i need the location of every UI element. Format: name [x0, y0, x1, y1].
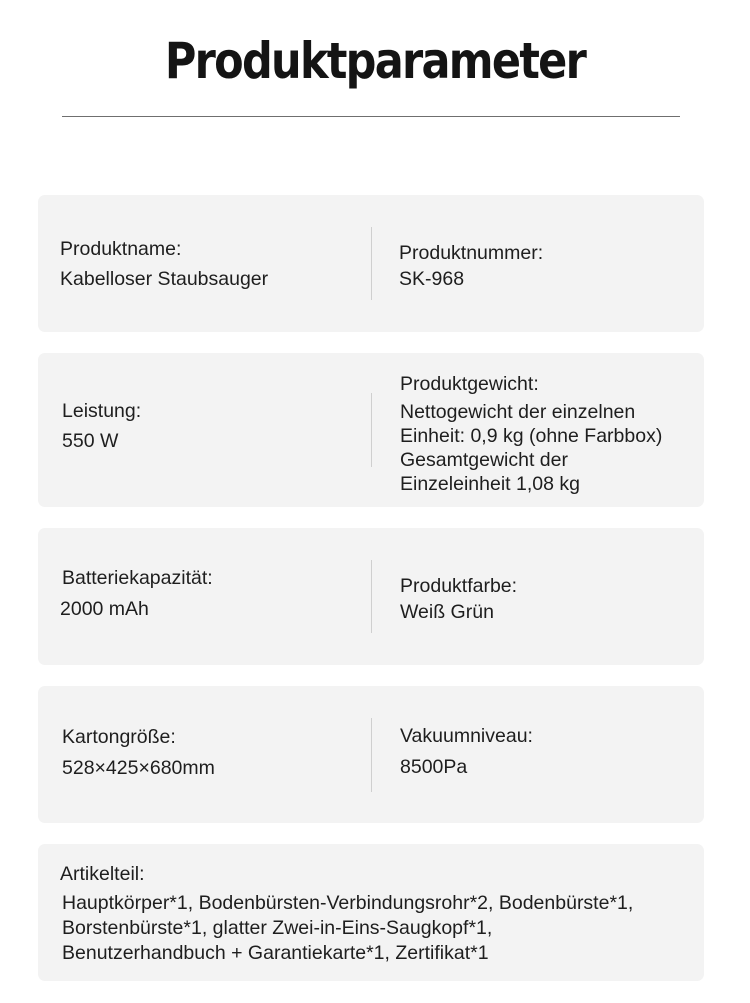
power-value: 550 W — [62, 430, 119, 452]
card-battery-color — [38, 528, 704, 665]
carton-size-label: Kartongröße: — [62, 726, 176, 748]
product-weight-line: Einheit: 0,9 kg (ohne Farbbox) — [400, 425, 663, 447]
product-number-value: SK-968 — [399, 268, 465, 290]
product-name-cell — [60, 237, 268, 291]
card-divider — [371, 393, 372, 467]
product-weight-label: Produktgewicht: — [400, 373, 539, 395]
product-number-label: Produktnummer: — [399, 242, 544, 264]
title-divider — [62, 116, 680, 117]
product-weight-cell — [400, 372, 662, 496]
card-divider — [371, 227, 372, 300]
product-name-value: Kabelloser Staubsauger — [60, 268, 269, 290]
card-divider — [371, 718, 372, 792]
carton-size-value: 528×425×680mm — [62, 757, 215, 779]
product-name-label: Produktname: — [60, 238, 182, 260]
battery-capacity-cell — [62, 566, 213, 621]
product-weight-line: Einzeleinheit 1,08 kg — [400, 473, 580, 495]
product-color-cell — [400, 574, 517, 624]
card-product-name-number — [38, 195, 704, 332]
product-number-cell — [399, 241, 543, 291]
card-carton-vacuum — [38, 686, 704, 823]
power-cell — [62, 399, 141, 453]
card-divider — [371, 560, 372, 633]
product-weight-line: Gesamtgewicht der — [400, 449, 568, 471]
accessories-line: Benutzerhandbuch + Garantiekarte*1, Zertifikat*1 — [62, 942, 489, 964]
product-color-label: Produktfarbe: — [400, 575, 518, 597]
card-accessories — [38, 844, 704, 981]
page-title: Produktparameter — [164, 32, 586, 90]
battery-capacity-label: Batteriekapazität: — [62, 567, 213, 589]
carton-size-cell — [62, 725, 215, 780]
vacuum-level-value: 8500Pa — [400, 756, 468, 778]
accessories-line: Borstenbürste*1, glatter Zwei-in-Eins-Saugkopf*1, — [62, 917, 493, 939]
vacuum-level-label: Vakuumniveau: — [400, 725, 533, 747]
accessories-cell — [60, 862, 633, 966]
product-weight-line: Nettogewicht der einzelnen — [400, 401, 636, 423]
battery-capacity-value: 2000 mAh — [60, 598, 149, 620]
accessories-line: Hauptkörper*1, Bodenbürsten-Verbindungsrohr*2, Bodenbürste*1, — [62, 892, 634, 914]
power-label: Leistung: — [62, 400, 142, 422]
card-power-weight — [38, 353, 704, 507]
vacuum-level-cell — [400, 724, 533, 779]
accessories-label: Artikelteil: — [60, 863, 145, 885]
product-color-value: Weiß Grün — [400, 601, 494, 623]
